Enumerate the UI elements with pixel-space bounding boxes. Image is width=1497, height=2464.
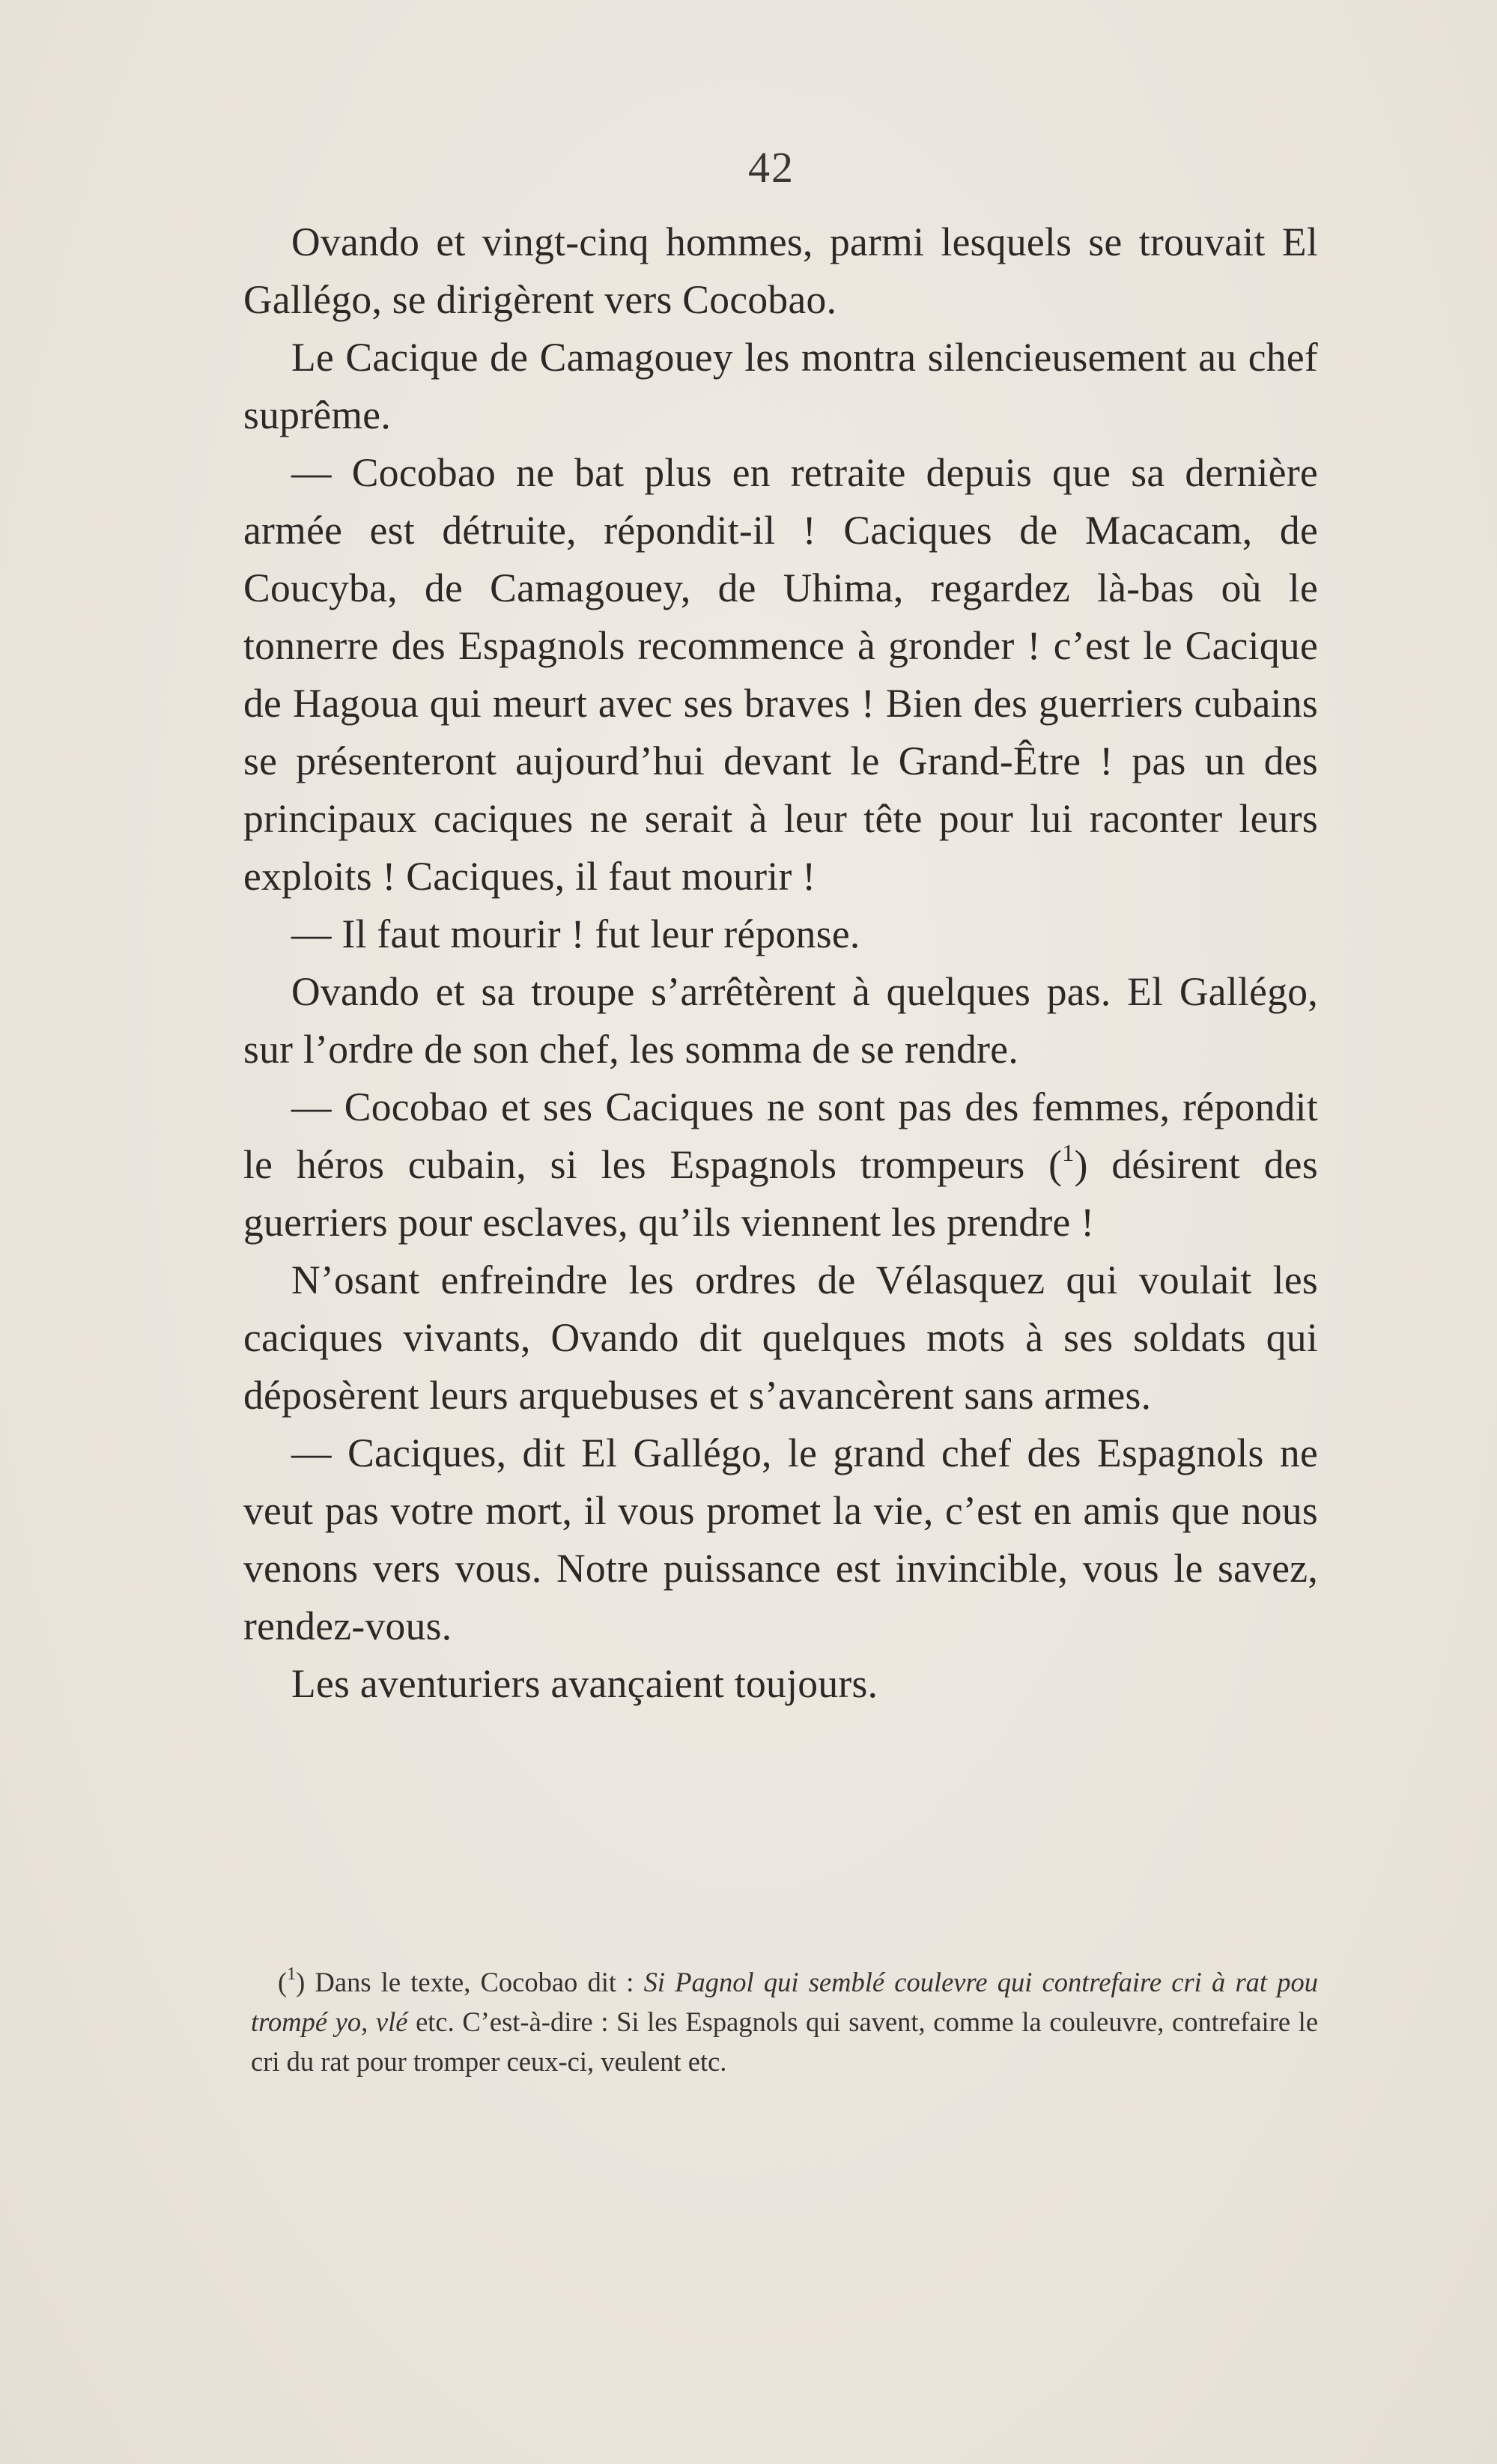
paragraph: N’osant enfreindre les ordres de Vélasquez qui voulait les caciques vivants, Ovando dit quelques mots à ses soldats qui déposèrent leurs arquebuses et s’avancèrent sans armes. [243,1257,1318,1418]
paragraph: Ovando et vingt-cinq hommes, parmi lesquels se trouvait El Gallégo, se dirigèrent vers Cocobao. [243,219,1318,322]
footnote-etc: etc. [416,2006,455,2037]
paragraph: Le Cacique de Camagouey les montra silencieusement au chef suprême. [243,335,1318,437]
paragraph: Ovando et sa troupe s’arrêtèrent à quelques pas. El Gallégo, sur l’ordre de son chef, les somma de se rendre. [243,969,1318,1072]
main-text [243,213,1318,1713]
paragraph: — Caciques, dit El Gallégo, le grand chef des Espagnols ne veut pas votre mort, il vous promet la vie, c’est en amis que nous venons vers vous. Notre puissance est invincible, vous le savez, rendez-vous. [243,1430,1318,1648]
page-number: 42 [748,143,795,192]
footnote [251,1962,1318,2081]
footnote-text [251,1962,1318,2081]
paragraph-text: désirent des guerriers pour esclaves, qu’ils viennent les prendre ! [243,1142,1318,1245]
footnote-quote: Si Pagnol qui semblé coulevre qui contrefaire cri à rat pou trompé yo, vlé [251,1967,1319,2037]
footnote-reference[interactable]: ($^1$) [1048,1139,1088,1187]
footnote-ref-number: 1 [1062,1139,1075,1167]
footnote-marker: ($^1$) [278,1964,306,1997]
paragraph-with-footnote-ref [243,1078,1318,1251]
footnote-translation: C’est-à-dire : Si les Espagnols qui savent, comme la couleuvre, contrefaire le cri du rat pour tromper ceux-ci, veulent etc. [251,2006,1319,2077]
paragraph: Les aventuriers avançaient toujours. [291,1661,878,1706]
footnote-marker-number: 1 [287,1964,297,1984]
paragraph: — Il faut mourir ! fut leur réponse. [291,911,860,956]
paragraph: — Cocobao ne bat plus en retraite depuis que sa dernière armée est détruite, répondit-il ! Caciques de Macacam, de Coucyba, de Camagouey, de Uhima, regardez là-bas où le tonnerre des Espagnols recommence à gronder ! c’est le Cacique de Hagoua qui meurt avec ses braves ! Bien des guerriers cubains se présenteront aujourd’hui devant le Grand-Être ! pas un des principaux caciques ne serait à leur tête pour lui raconter leurs exploits ! Caciques, il faut mourir ! [243,450,1318,899]
footnote-intro: Dans le texte, Cocobao dit : [315,1967,634,1997]
paragraph-text: — Cocobao et ses Caciques ne sont pas des femmes, répondit le héros cubain, si les Espagnols trompeurs [243,1084,1318,1187]
